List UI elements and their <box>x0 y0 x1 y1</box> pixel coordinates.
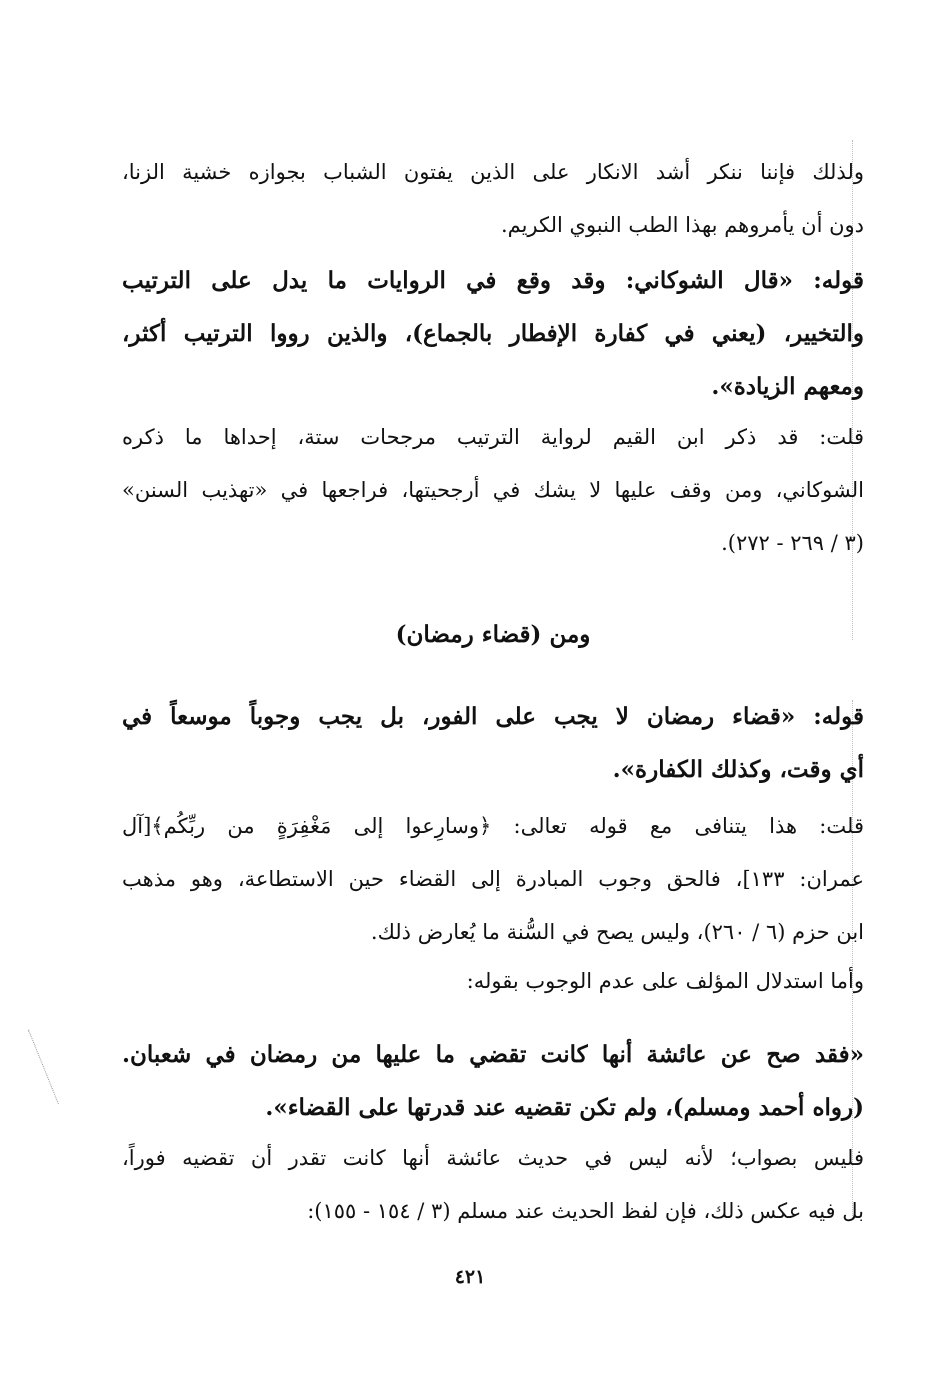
text-line: «فقد صح عن عائشة أنها كانت تقضي ما عليها من رمضان في شعبان. <box>122 1041 864 1068</box>
text-line: قوله: «قضاء رمضان لا يجب على الفور، بل يجب وجوباً موسعاً في <box>122 703 864 730</box>
quoted-passage-shawkani <box>122 254 864 413</box>
text-line: وأما استدلال المؤلف على عدم الوجوب بقوله: <box>466 969 864 993</box>
page-number: ٤٢١ <box>454 1266 486 1288</box>
quoted-passage-qada <box>122 690 864 796</box>
text-line: ولذلك فإننا ننكر أشد الانكار على الذين يفتون الشباب بجوازه خشية الزنا، <box>122 160 864 184</box>
text-line: فليس بصواب؛ لأنه ليس في حديث عائشة أنها كانت تقدر أن تقضيه فوراً، <box>122 1146 864 1170</box>
scan-artifact-line <box>28 1029 60 1104</box>
text-line: (رواه أحمد ومسلم)، ولم تكن تقضيه عند قدرتها على القضاء». <box>265 1094 864 1121</box>
commentary-mubadara <box>122 800 864 959</box>
text-line: ومعهم الزيادة». <box>711 373 864 400</box>
text-line: أي وقت، وكذلك الكفارة». <box>612 756 864 783</box>
text-line: ابن حزم (٦ / ٢٦٠)، وليس يصح في السُّنة ما يُعارض ذلك. <box>370 920 864 944</box>
text-line: (٣ / ٢٦٩ - ٢٧٢). <box>721 531 864 555</box>
section-heading: ومن (قضاء رمضان) <box>395 621 591 648</box>
text-line: قلت: قد ذكر ابن القيم لرواية الترتيب مرجحات ستة، إحداها ما ذكره <box>122 425 864 449</box>
text-line: الشوكاني، ومن وقف عليها لا يشك في أرجحيتها، فراجعها في «تهذيب السنن» <box>122 478 864 502</box>
paragraph-istidlal <box>122 955 864 1008</box>
paragraph-intro <box>122 146 864 252</box>
text-line: قلت: هذا يتنافى مع قوله تعالى: ﴿وسارِعوا إلى مَغْفِرَةٍ من ربِّكُم﴾[آل <box>122 814 864 838</box>
quoted-passage-aisha <box>122 1028 864 1134</box>
text-line: عمران: ١٣٣]، فالحق وجوب المبادرة إلى القضاء حين الاستطاعة، وهو مذهب <box>122 867 864 891</box>
text-line: دون أن يأمروهم بهذا الطب النبوي الكريم. <box>500 213 864 237</box>
commentary-muslim <box>122 1132 864 1238</box>
text-line: والتخيير، (يعني في كفارة الإفطار بالجماع)، والذين رووا الترتيب أكثر، <box>122 320 864 347</box>
text-line: قوله: «قال الشوكاني: وقد وقع في الروايات ما يدل على الترتيب <box>122 267 864 294</box>
commentary-ibn-qayyim <box>122 411 864 570</box>
text-line: بل فيه عكس ذلك، فإن لفظ الحديث عند مسلم (٣ / ١٥٤ - ١٥٥): <box>307 1199 864 1223</box>
